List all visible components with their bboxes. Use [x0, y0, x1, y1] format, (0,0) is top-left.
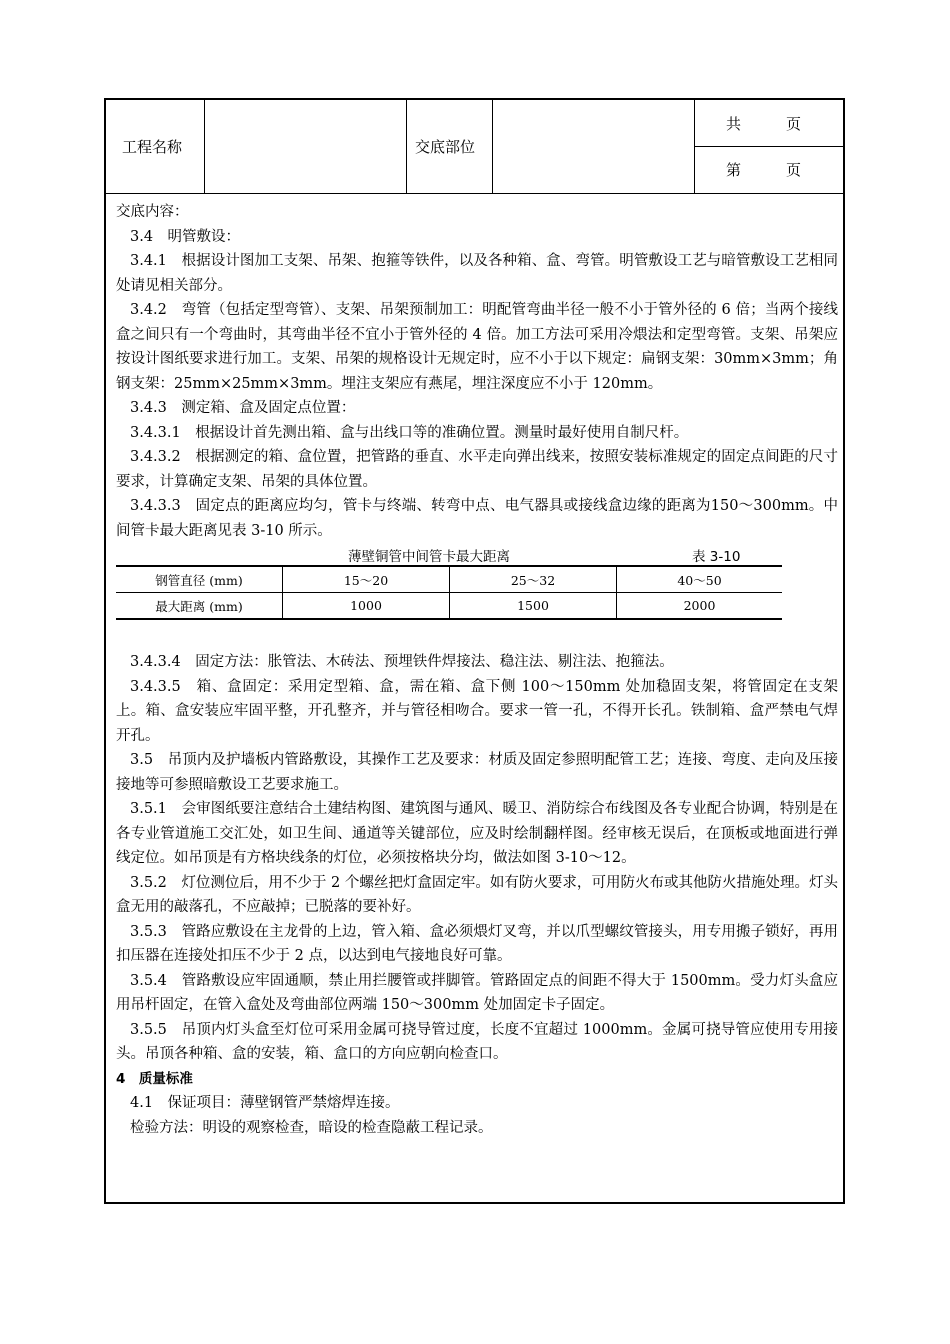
spacing-table: [116, 565, 782, 620]
paragraph: 3.4.3.1 根据设计首先测出箱、盒与出线口等的准确位置。测量时最好使用自制尺杆。: [130, 424, 689, 441]
paragraph: 3.4.2 弯管（包括定型弯管）、支架、吊架预制加工：明配管弯曲半径一般不小于管外径的 6 倍；当两个接线盒之间只有一个弯曲时，其弯曲半径不宜小于管外径的 4 倍。加工方法可采用冷煨法和定型弯管。支架、吊架应按设计图纸要求进行加工。支架、吊架的规格设计无规定时，应不小于以下规定：扁钢支架：30mm×3mm；角钢支架：25mm×25mm×3mm。埋注支架应有燕尾，埋注深度应不小于 120mm。: [116, 302, 838, 392]
disclosure-form: [104, 98, 845, 1204]
paragraph: 4.1 保证项目：薄壁钢管严禁熔焊连接。: [130, 1095, 400, 1111]
table-cell: 1000: [283, 593, 450, 620]
table-cell: 最大距离 (mm): [116, 593, 283, 620]
paragraph: 3.5.2 灯位测位后，用不少于 2 个螺丝把灯盒固定牢。如有防火要求，可用防火布或其他防火措施处理。灯头盒无用的敲落孔，不应敲掉；已脱落的要补好。: [116, 874, 838, 915]
total-pages: 共 页: [726, 115, 802, 133]
paragraph: 3.5.3 管路应敷设在主龙骨的上边，管入箱、盒必须煨灯叉弯，并以爪型螺纹管接头，用专用搬子锁好，再用扣压器在连接处扣压不少于 2 点，以达到电气接地良好可靠。: [116, 923, 838, 964]
paragraph: 检验方法：明设的观察检查，暗设的检查隐蔽工程记录。: [130, 1119, 493, 1136]
paragraph: 3.4.3.4 固定方法：胀管法、木砖法、预埋铁件焊接法、稳注法、剔注法、抱箍法。: [130, 654, 674, 670]
paragraph: 3.4.3 测定箱、盒及固定点位置：: [130, 400, 356, 416]
table-cell: 1500: [450, 593, 617, 620]
table-cell: 钢管直径 (mm): [116, 566, 283, 593]
divider: [406, 100, 407, 193]
table-cell: 40～50: [617, 566, 783, 593]
content-intro: 交底内容：: [116, 204, 189, 220]
table-cell: 25～32: [450, 566, 617, 593]
location-field[interactable]: [501, 130, 686, 164]
project-name-label: 工程名称: [122, 138, 183, 156]
table-number: 表 3-10: [692, 549, 741, 565]
paragraphs-before-table: [116, 225, 838, 544]
table-cell: 2000: [617, 593, 783, 620]
page-number: 第 页: [726, 161, 802, 179]
paragraph: 3.5.5 吊顶内灯头盒至灯位可采用金属可挠导管过度，长度不宜超过 1000mm。金属可挠导管应使用专用接头。吊顶各种箱、盒的安装，箱、盒口的方向应朝向检查口。: [116, 1021, 838, 1062]
divider: [694, 146, 843, 147]
paragraph: 3.5.1 会审图纸要注意结合土建结构图、建筑图与通风、暖卫、消防综合布线图及各专业配合协调，特别是在各专业管道施工交汇处，如卫生间、通道等关键部位，应及时绘制翻样图。经审核无误后，在顶板或地面进行弹线定位。如吊顶是有方格块线条的灯位，必须按格块分均，做法如图 3-10～12。: [116, 801, 838, 866]
paragraph: 3.4.3.5 箱、盒固定：采用定型箱、盒，需在箱、盒下侧 100～150mm 处加稳固支架，将管固定在支架上。箱、盒安装应牢固平整，开孔整齐，并与管径相吻合。要求一管一孔，不得开长孔。铁制箱、盒严禁电气焊开孔。: [116, 678, 838, 744]
paragraph: 3.4.3.2 根据测定的箱、盒位置，把管路的垂直、水平走向弹出线来，按照安装标准规定的固定点间距的尺寸要求，计算确定支架、吊架的具体位置。: [116, 449, 838, 490]
section-title: 4 质量标准: [116, 1070, 193, 1087]
disclosure-content: [116, 200, 838, 1140]
location-label: 交底部位: [415, 138, 476, 156]
paragraph: 3.5 吊顶内及护墙板内管路敷设，其操作工艺及要求：材质及固定参照明配管工艺；连接、弯度、走向及压接接地等可参照暗敷设工艺要求施工。: [116, 752, 838, 793]
table-row: [116, 566, 782, 593]
paragraph: 3.5.4 管路敷设应牢固通顺，禁止用拦腰管或拌脚管。管路固定点的间距不得大于 1500mm。受力灯头盒应用吊杆固定，在管入盒处及弯曲部位两端 150～300mm 处加固定卡子固定。: [116, 972, 838, 1013]
table-cell: 15～20: [283, 566, 450, 593]
form-header: [106, 100, 843, 194]
paragraph: 3.4.1 根据设计图加工支架、吊架、抱箍等铁件，以及各种箱、盒、弯管。明管敷设工艺与暗管敷设工艺相同处请见相关部分。: [116, 253, 838, 294]
table-row: [116, 593, 782, 620]
project-name-field[interactable]: [216, 130, 396, 164]
paragraph: 3.4 明管敷设：: [130, 228, 241, 245]
divider: [492, 100, 493, 193]
paragraph: 3.4.3.3 固定点的距离应均匀，管卡与终端、转弯中点、电气器具或接线盒边缘的距离为150～300mm。中间管卡最大距离见表 3-10 所示。: [116, 498, 838, 539]
paragraphs-after-table: [116, 650, 838, 1067]
table-caption: [116, 543, 838, 565]
table-title: 薄壁铜管中间管卡最大距离: [348, 549, 510, 565]
section-items: [116, 1091, 838, 1140]
divider: [204, 100, 205, 193]
